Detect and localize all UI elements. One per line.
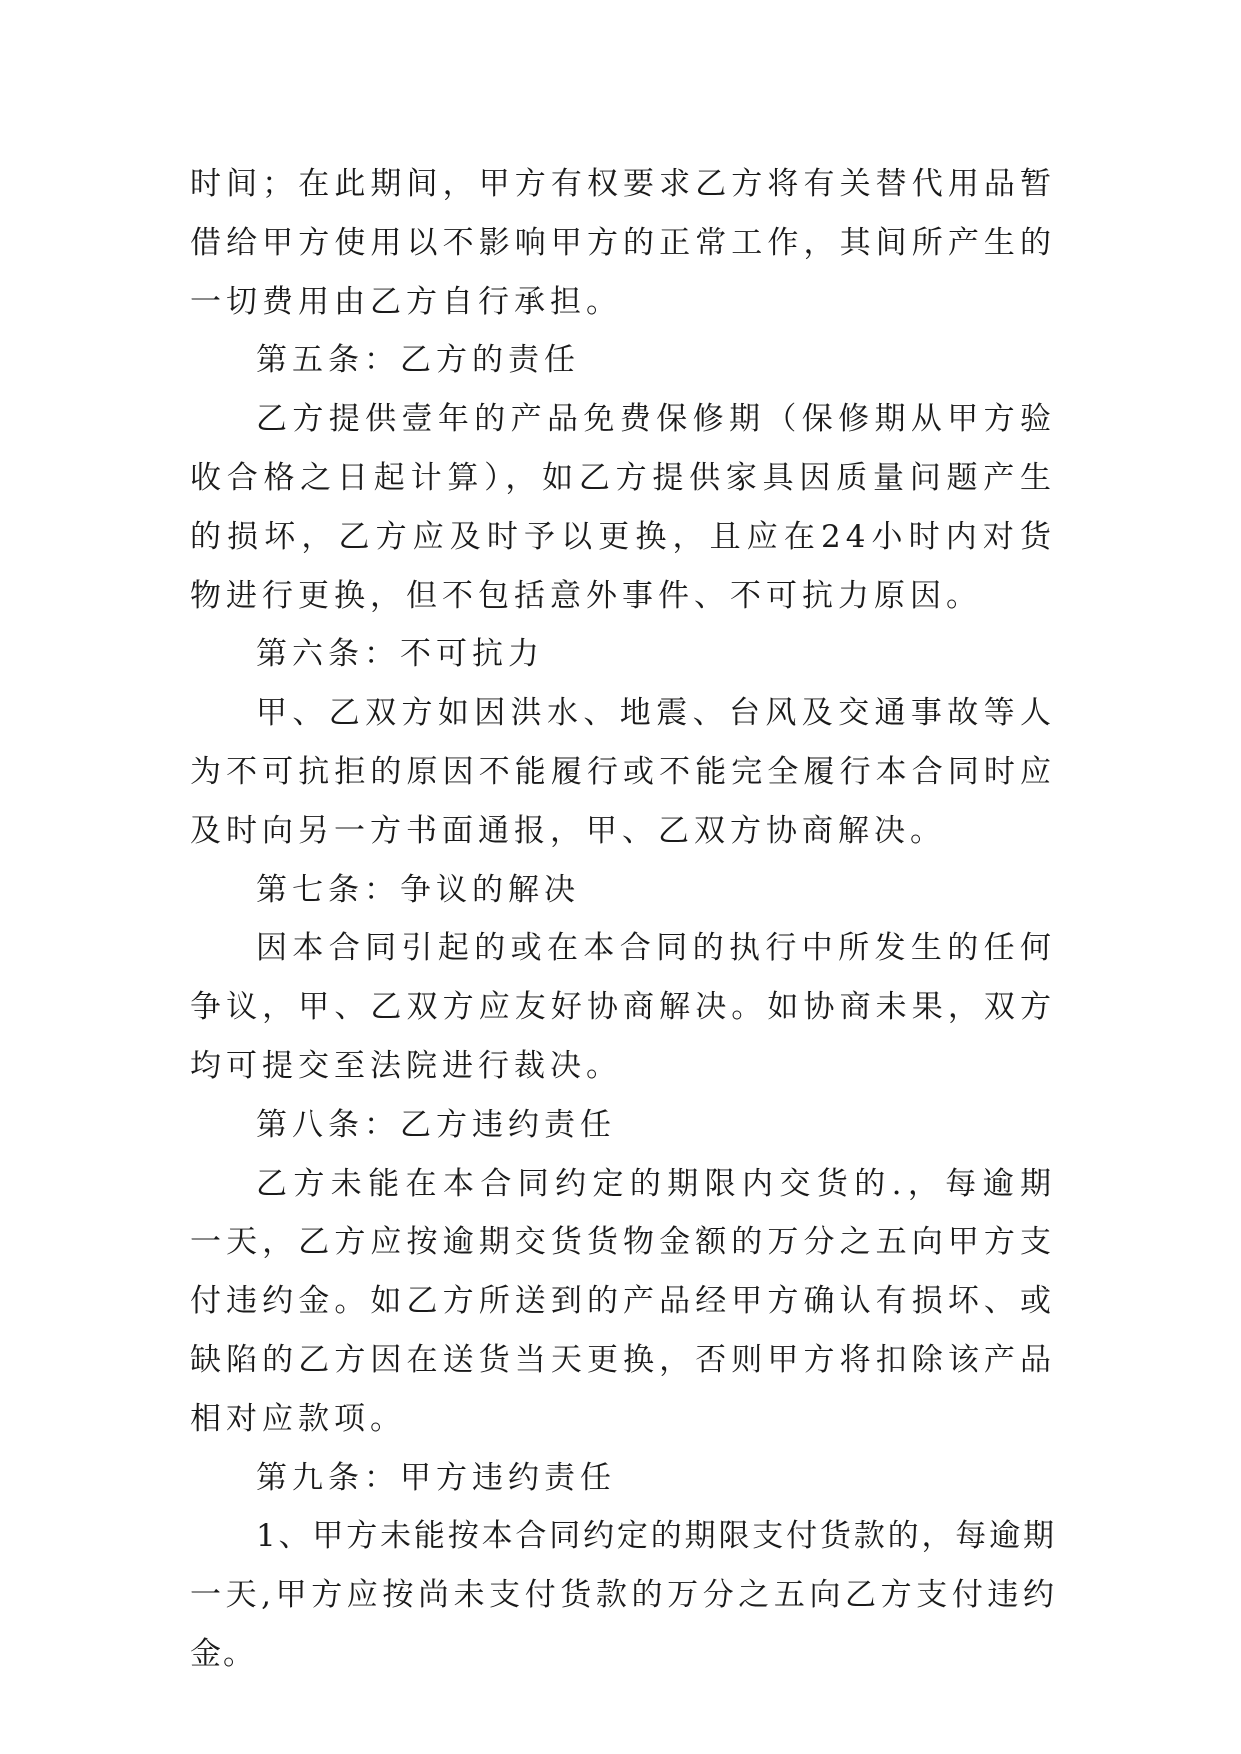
paragraph-continuation: 时间；在此期间，甲方有权要求乙方将有关替代用品暂借给甲方使用以不影响甲方的正常工作，其间所产生的一切费用由乙方自行承担。 — [190, 166, 1056, 320]
article-6-heading: 第六条：不可抗力 — [256, 636, 544, 673]
article-6-body: 甲、乙双方如因洪水、地震、台风及交通事故等人为不可抗拒的原因不能履行或不能完全履行本合同时应及时向另一方书面通报，甲、乙双方协商解决。 — [190, 695, 1056, 849]
document-body — [190, 155, 1056, 1684]
article-8-heading: 第八条：乙方违约责任 — [256, 1106, 616, 1143]
article-7-heading: 第七条：争议的解决 — [256, 871, 580, 908]
article-9-body: 1、甲方未能按本合同约定的期限支付货款的，每逾期一天,甲方应按尚未支付货款的万分之五向乙方支付违约金。 — [190, 1518, 1056, 1672]
article-9-heading: 第九条：甲方违约责任 — [256, 1459, 616, 1496]
article-5-heading: 第五条：乙方的责任 — [256, 342, 580, 379]
article-7-body: 因本合同引起的或在本合同的执行中所发生的任何争议，甲、乙双方应友好协商解决。如协商未果，双方均可提交至法院进行裁决。 — [190, 930, 1056, 1084]
article-8-body: 乙方未能在本合同约定的期限内交货的.，每逾期一天，乙方应按逾期交货货物金额的万分之五向甲方支付违约金。如乙方所送到的产品经甲方确认有损坏、或缺陷的乙方因在送货当天更换，否则甲方将扣除该产品相对应款项。 — [190, 1165, 1056, 1437]
article-5-body: 乙方提供壹年的产品免费保修期（保修期从甲方验收合格之日起计算），如乙方提供家具因质量问题产生的损坏，乙方应及时予以更换，且应在24小时内对货物进行更换，但不包括意外事件、不可抗力原因。 — [190, 401, 1056, 614]
